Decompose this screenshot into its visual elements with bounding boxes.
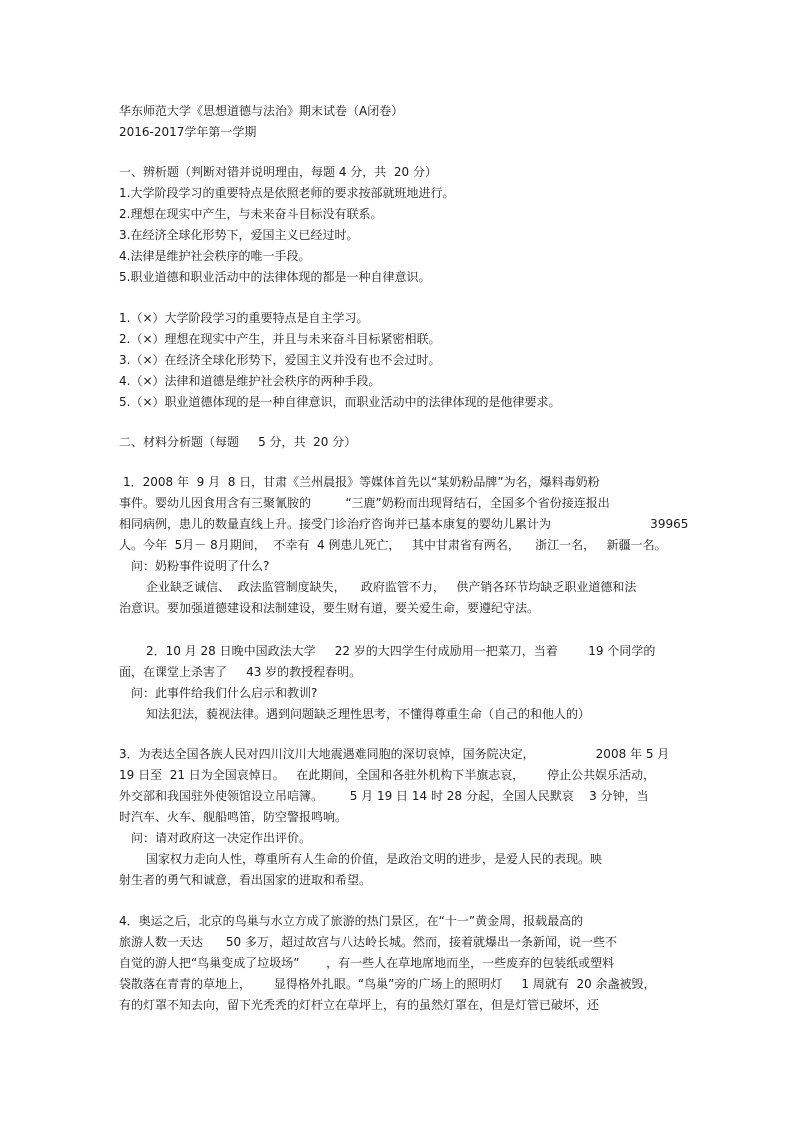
section1-answer: 1.（×）大学阶段学习的重要特点是自主学习。 — [119, 311, 369, 325]
section1-question: 5.职业道德和职业活动中的法律体现的都是一种自律意识。 — [119, 270, 431, 284]
section1-answer: 3.（×）在经济全球化形势下，爱国主义并没有也不会过时。 — [119, 353, 441, 367]
section1-answer: 5.（×）职业道德体现的是一种自律意识，而职业活动中的法律体现的是他律要求。 — [119, 395, 561, 409]
case4-text: 4．奥运之后，北京的鸟巢与水立方成了旅游的热门景区，在“十一”黄金周，报载最高的 — [119, 914, 584, 928]
case1-answer: 企业缺乏诚信、 政法监管制度缺失， 政府监管不力， 供产销各环节均缺乏职业道德和法 — [146, 580, 637, 594]
case3-answer: 射生者的勇气和诚意，看出国家的进取和希望。 — [119, 873, 372, 887]
case3-question: 问：请对政府这一决定作出评价。 — [131, 831, 312, 845]
section1-question: 1.大学阶段学习的重要特点是依照老师的要求按部就班地进行。 — [119, 186, 455, 200]
case4-text: 袋散落在青青的草地上， 显得格外扎眼。“鸟巢”旁的广场上的照明灯 1 周就有 20 余盏被毁， — [119, 977, 656, 991]
section1-question: 2.理想在现实中产生，与未来奋斗目标没有联系。 — [119, 207, 383, 221]
case2-answer: 知法犯法，藐视法律。遇到问题缺乏理性思考，不懂得尊重生命（自己的和他人的） — [146, 707, 591, 721]
case1-answer: 治意识。要加强道德建设和法制建设，要生财有道，要关爱生命，要遵纪守法。 — [119, 601, 540, 615]
case3-answer: 国家权力走向人性，尊重所有人生命的价值，是政治文明的进步，是爱人民的表现。映 — [146, 852, 603, 866]
section1-heading: 一、辨析题（判断对错并说明理由，每题 4 分，共 20 分） — [119, 165, 437, 179]
case1-text: 相同病例，患儿的数量直线上升。接受门诊治疗咨询并已基本康复的婴幼儿累计为 39965 — [119, 517, 689, 531]
case1-text: 1．2008 年 9 月 8 日，甘肃《兰州晨报》等媒体首先以“某奶粉品牌”为名，爆料毒奶粉 — [123, 475, 600, 489]
case4-text: 有的灯罩不知去向，留下光秃秃的灯杆立在草坪上，有的虽然灯罩在，但是灯管已破坏，还 — [119, 998, 600, 1012]
exam-term: 2016-2017学年第一学期 — [119, 125, 257, 139]
case1-text: 人。今年 5月－ 8月期间， 不幸有 4 例患儿死亡， 其中甘肃省有两名， 浙江一名， 新疆一名。 — [119, 538, 667, 552]
section1-answer: 2.（×）理想在现实中产生，并且与未来奋斗目标紧密相联。 — [119, 332, 441, 346]
exam-title: 华东师范大学《思想道德与法治》期末试卷（A闭卷） — [119, 104, 404, 118]
section2-heading: 二、材料分析题（每题 5 分，共 20 分） — [119, 435, 357, 449]
section1-question: 4.法律是维护社会秩序的唯一手段。 — [119, 249, 311, 263]
case1-question: 问：奶粉事件说明了什么? — [131, 559, 270, 573]
case3-text: 3．为表达全国各族人民对四川汶川大地震遇难同胞的深切哀悼，国务院决定， 2008 年 5 月 — [119, 747, 670, 761]
case3-text: 外交部和我国驻外使领馆设立吊唁簿。 5 月 19 日 14 时 28 分起，全国人民默哀 3 分钟，当 — [119, 789, 649, 803]
case4-text: 自觉的游人把“鸟巢变成了垃圾场” ，有一些人在草地席地而坐，一些废弃的包装纸或塑料 — [119, 956, 615, 970]
section1-question: 3.在经济全球化形势下，爱国主义已经过时。 — [119, 228, 359, 242]
case3-text: 时汽车、火车、舰船鸣笛，防空警报鸣响。 — [119, 810, 348, 824]
section1-answer: 4.（×）法律和道德是维护社会秩序的两种手段。 — [119, 374, 381, 388]
case4-text: 旅游人数一天达 50 多万，超过故宫与八达岭长城。然而，接着就爆出一条新闻，说一些不 — [119, 935, 617, 949]
case2-question: 问：此事件给我们什么启示和教训? — [131, 686, 318, 700]
case3-text: 19 日至 21 日为全国哀悼日。 在此期间，全国和各驻外机构下半旗志哀， 停止公共娱乐活动， — [119, 768, 656, 782]
case2-text: 2．10 月 28 日晚中国政法大学 22 岁的大四学生付成励用一把菜刀，当着 19 个同学的 — [146, 644, 656, 658]
case1-text: 事件。婴幼儿因食用含有三聚氰胺的 “三鹿”奶粉而出现肾结石，全国多个省份接连报出 — [119, 496, 610, 510]
case2-text: 面，在课堂上杀害了 43 岁的教授程春明。 — [119, 665, 362, 679]
